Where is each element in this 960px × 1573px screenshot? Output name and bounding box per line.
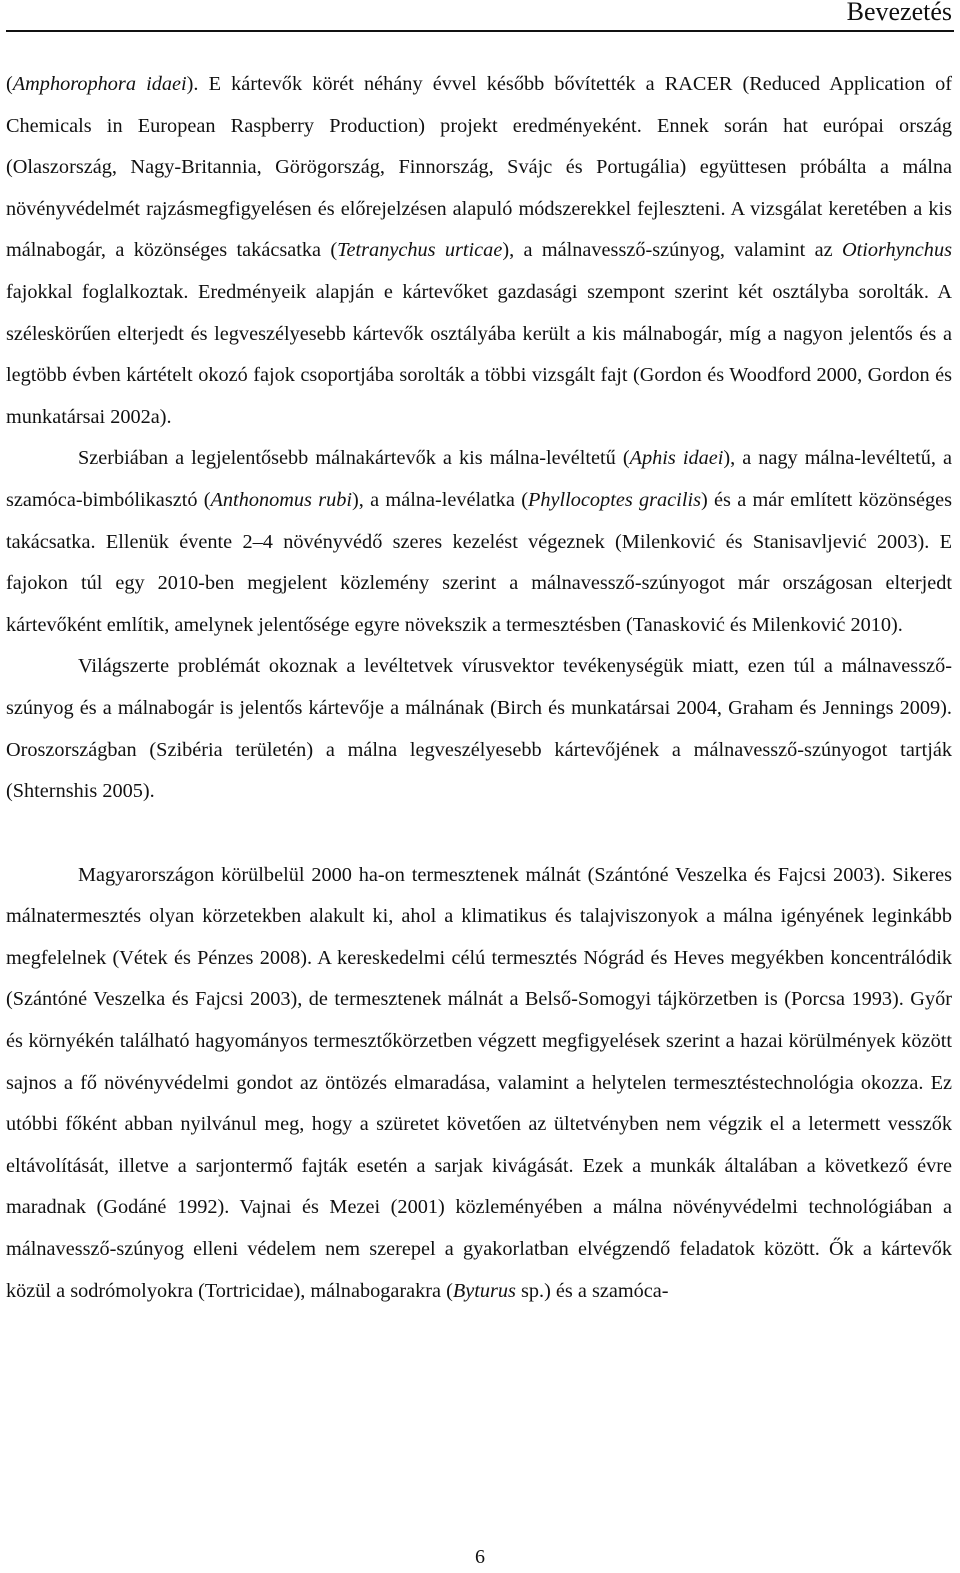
italic-species-name: Tetranychus urticae [337, 239, 503, 262]
italic-species-name: Otiorhynchus [841, 239, 952, 262]
paragraph-spacer [6, 813, 952, 855]
text-run: ), a málnavessző-szúnyog, valamint az [502, 239, 842, 262]
italic-species-name: Anthonomus rubi [210, 488, 353, 511]
text-run: ), a nagy málna-levéltetű, a szamóca-bimbólikasztó ( [6, 447, 952, 511]
text-run: Magyarországon körülbelül 2000 ha-on termesztenek málnát (Szántóné Veszelka és Fajcsi 2003). Sikeres málnatermesztés olyan körzetekben alakult ki, ahol a klimatikus és talajviszonyok a málna igényének leginkább megfelelnek (Vétek és Pénzes 2008). A kereskedelmi célú termesztés Nógrád és Heves megyékben koncentrálódik (Szántóné Veszelka és Fajcsi 2003), de termesztenek málnát a Belső-Somogyi tájkörzetben is (Porcsa 1993). Győr és környékén található hagyományos termesztőkörzetben végzett megfigyelések szerint a hazai körülmények között sajnos a fő növényvédelmi gondot az öntözés elmaradása, valamint a helytelen termesztéstechnológia okozza. Ez utóbbi főként abban nyilvánul meg, hogy a szüretet követően az ültetvényben nem végzik el a letermett vesszők eltávolítását, illetve a sarjontermő fajták esetén a sarjak kivágását. Ezek a munkák általában a következő évre maradnak (Godáné 1992). Vajnai és Mezei (2001) közleményében a málna növényvédelmi technológiában a málnavessző-szúnyog elleni védelem nem szerepel a gyakorlatban elvégzendő feladatok között. Ők a kártevők közül a sodrómolyokra (Tortricidae), málnabogarakra ( [6, 863, 952, 1302]
paragraph [6, 64, 952, 438]
paragraph [6, 855, 952, 1313]
paragraph [6, 438, 952, 646]
text-run: ( [6, 73, 13, 95]
text-run: ), a málna-levélatka ( [352, 488, 528, 511]
text-run: sp.) és a szamóca- [515, 1279, 669, 1302]
italic-species-name: Aphis idaei [629, 447, 724, 470]
page-number: 6 [475, 1546, 485, 1568]
text-run: ) és a már említett közönséges takácsatka. Ellenük évente 2–4 növényvédő szeres kezelést végeznek (Milenković és Stanisavljević 2003). E fajokon túl egy 2010-ben megjelent közlemény szerint a málnavessző-szúnyogot már országosan elterjedt kártevőként említik, amelynek jelentősége egyre növekszik a termesztésben (Tanasković és Milenković 2010). [6, 488, 953, 636]
text-run: Szerbiában a legjelentősebb málnakártevők a kis málna-levéltetű ( [78, 447, 630, 470]
text-run: Világszerte problémát okoznak a levéltetvek vírusvektor tevékenységük miatt, ezen túl a málnavessző-szúnyog és a málnabogár is jelentős kártevője a málnának (Birch és munkatársai 2004, Graham és Jennings 2009). Oroszországban (Szibéria területén) a málna legveszélyesebb kártevőjének a málnavessző-szúnyogot tartják (Shternshis 2005). [6, 655, 952, 803]
paragraph [6, 646, 952, 812]
text-run: fajokkal foglalkoztak. Eredményeik alapján e kártevőket gazdasági szempont szerint két osztályba sorolták. A széleskörűen elterjedt és legveszélyesebb kártevők osztályába került a kis málnabogár, míg a nagyon jelentős és a legtöbb évben kártételt okozó fajok csoportjába sorolták a többi vizsgált fajt (Gordon és Woodford 2000, Gordon és munkatársai 2002a). [6, 280, 952, 428]
page-header [6, 0, 954, 32]
body-text [6, 64, 952, 1312]
italic-species-name: Amphorophora idaei [12, 73, 187, 95]
italic-species-name: Byturus [452, 1279, 516, 1302]
italic-species-name: Phyllocoptes gracilis [527, 488, 701, 511]
chapter-title: Bevezetés [846, 0, 952, 26]
text-run: ). E kártevők körét néhány évvel később bővítették a RACER (Reduced Application of Chemicals in European Raspberry Production) projekt eredményeként. Ennek során hat európai ország (Olaszország, Nagy-Britannia, Görögország, Finnország, Svájc és Portugália) együttesen próbálta a málna növényvédelmét rajzásmegfigyelésen és előrejelzésen alapuló módszerekkel fejleszteni. A vizsgálat keretében a kis málnabogár, a közönséges takácsatka ( [6, 73, 952, 262]
